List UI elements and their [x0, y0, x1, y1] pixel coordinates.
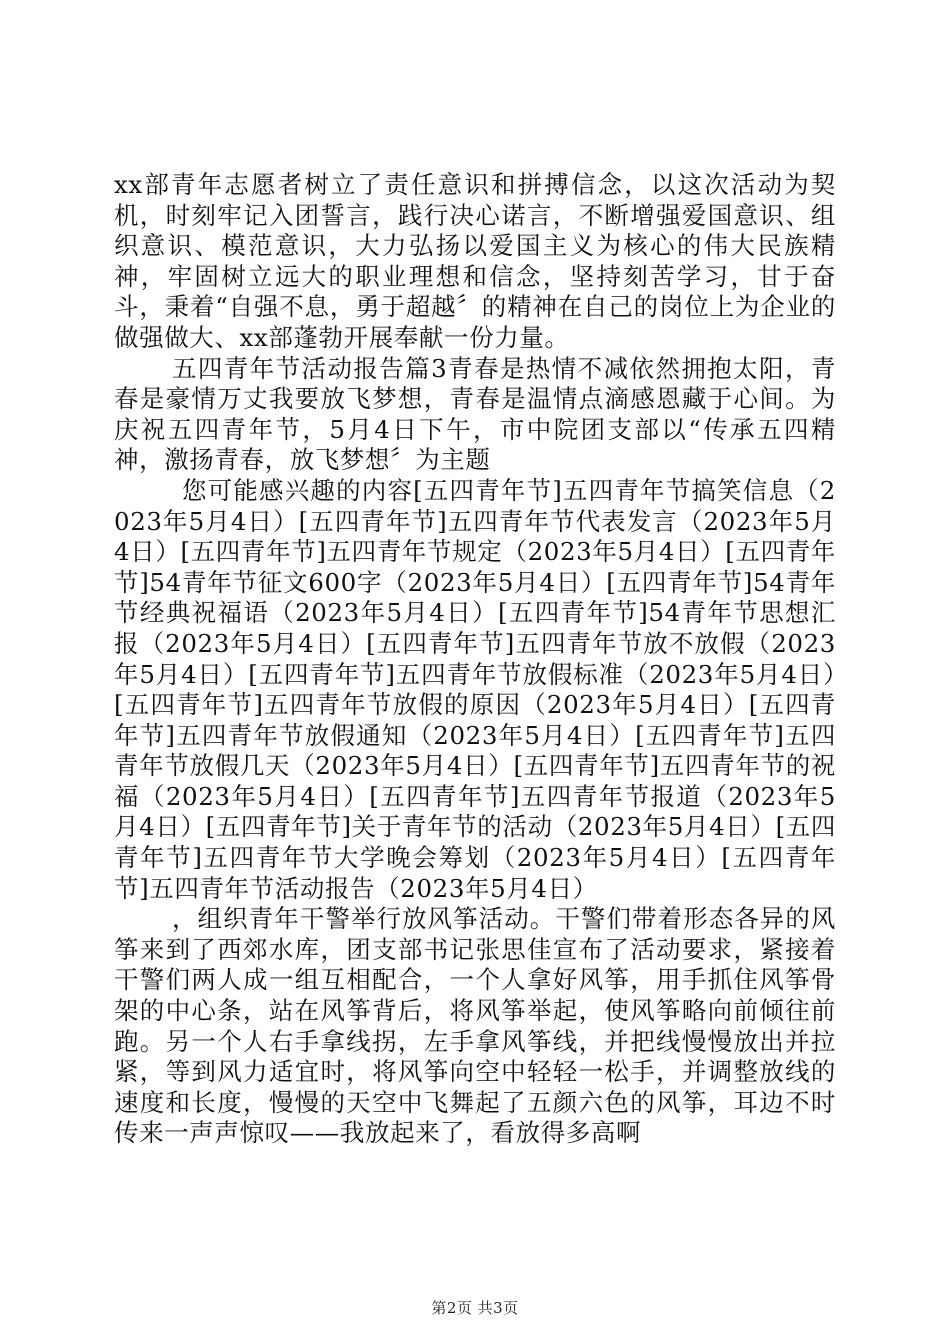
page-number-footer: 第2页 共3页 — [431, 1299, 519, 1317]
document-body — [114, 170, 836, 1149]
paragraph-volunteer-summary: xx部青年志愿者树立了责任意识和拼搏信念，以这次活动为契机，时刻牢记入团誓言，践行决心诺言，不断增强爱国意识、组织意识、模范意识，大力弘扬以爱国主义为核心的伟大民族精神，牢固树立远大的职业理想和信念，坚持刻苦学习，甘于奋斗，秉着“自强不息，勇于超越〞的精神在自己的岗位上为企业的做强做大、xx部蓬勃开展奉献一份力量。 — [114, 170, 836, 352]
paragraph-kite-activity: ，组织青年干警举行放风筝活动。干警们带着形态各异的风筝来到了西郊水库，团支部书记张思佳宣布了活动要求，紧接着干警们两人成一组互相配合，一个人拿好风筝，用手抓住风筝骨架的中心条，站在风筝背后，将风筝举起，使风筝略向前倾往前跑。另一个人右手拿线拐，左手拿风筝线，并把线慢慢放出并拉紧，等到风力适宜时，将风筝向空中轻轻一松手，并调整放线的速度和长度，慢慢的天空中飞舞起了五颜六色的风筝，耳边不时传来一声声惊叹——我放起来了，看放得多高啊 — [114, 904, 836, 1148]
paragraph-related-content: 您可能感兴趣的内容[五四青年节]五四青年节搞笑信息（2023年5月4日）[五四青年节]五四青年节代表发言（2023年5月4日）[五四青年节]五四青年节规定（2023年5月4日）[五四青年节]54青年节征文600字（2023年5月4日）[五四青年节]54青年节经典祝福语（2023年5月4日）[五四青年节]54青年节思想汇报（2023年5月4日）[五四青年节]五四青年节放不放假（2023年5月4日）[五四青年节]五四青年节放假标准（2023年5月4日）[五四青年节]五四青年节放假的原因（2023年5月4日）[五四青年节]五四青年节放假通知（2023年5月4日）[五四青年节]五四青年节放假几天（2023年5月4日）[五四青年节]五四青年节的祝福（2023年5月4日）[五四青年节]五四青年节报道（2023年5月4日）[五四青年节]关于青年节的活动（2023年5月4日）[五四青年节]五四青年节大学晚会筹划（2023年5月4日）[五四青年节]五四青年节活动报告（2023年5月4日） — [114, 475, 836, 903]
paragraph-report-intro: 五四青年节活动报告篇3青春是热情不减依然拥抱太阳，青春是豪情万丈我要放飞梦想，青春是温情点滴感恩藏于心间。为庆祝五四青年节，5月4日下午，市中院团支部以“传承五四精神，激扬青春，放飞梦想〞为主题 — [114, 353, 836, 475]
